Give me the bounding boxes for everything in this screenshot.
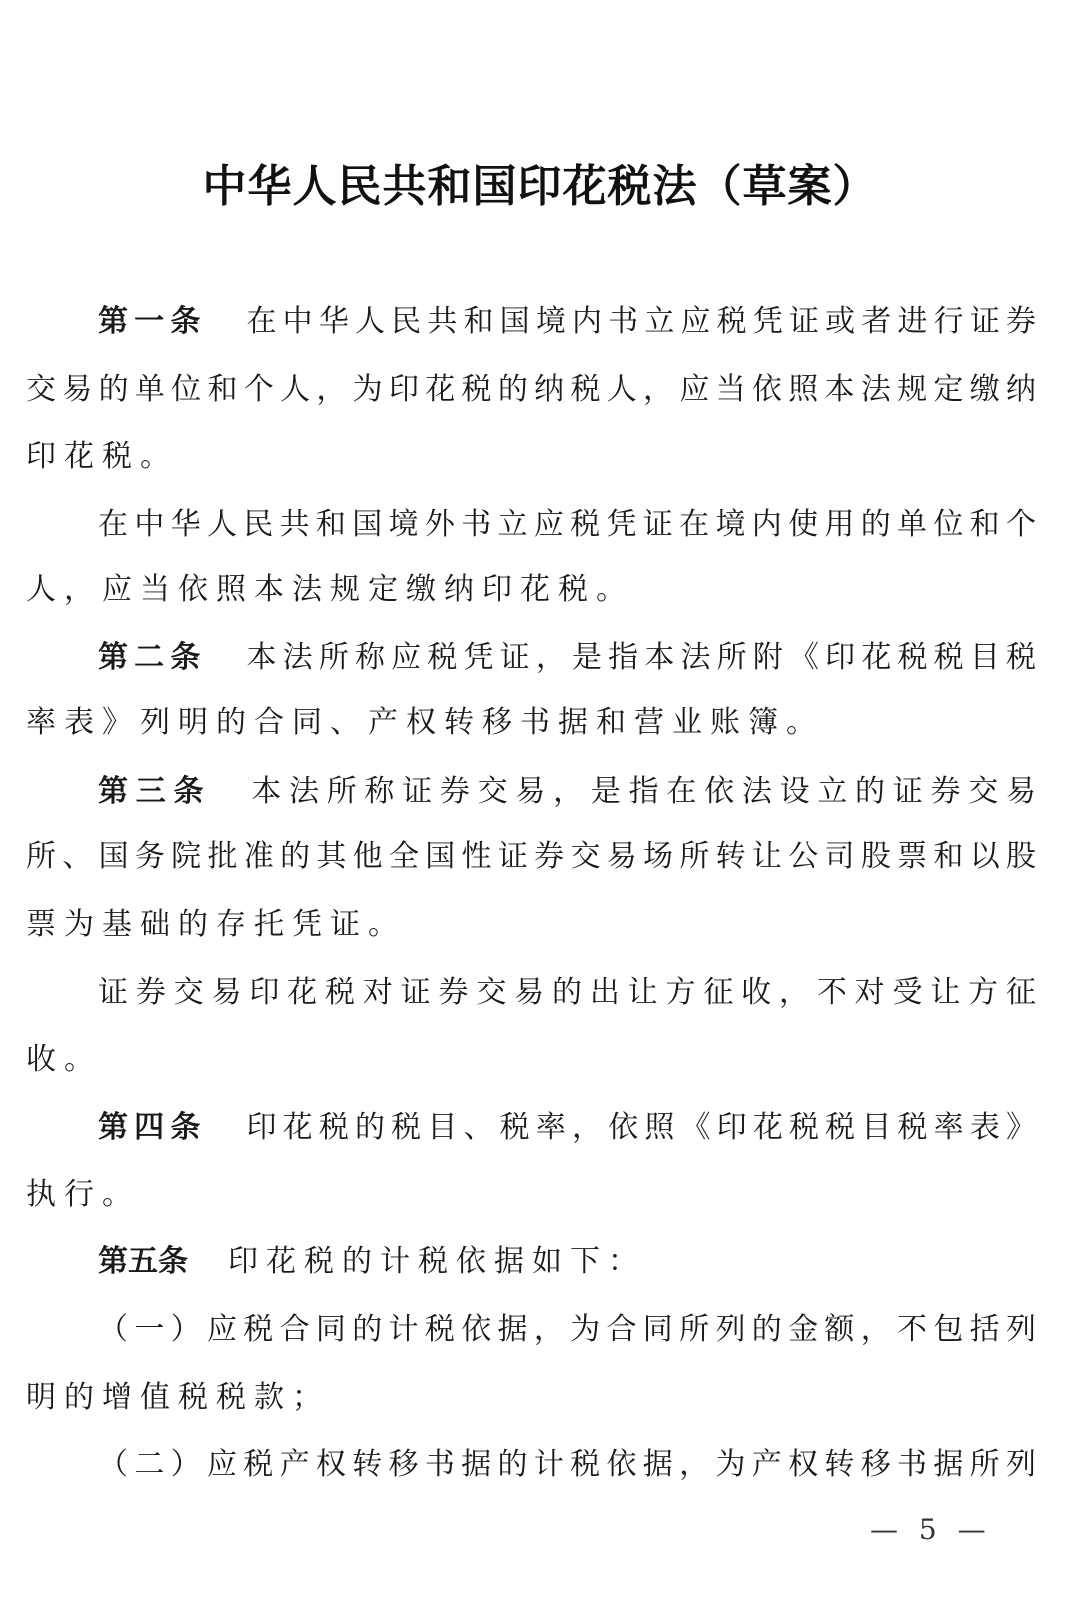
paragraph-line: 印花税。: [26, 439, 178, 474]
article-2-line-1: 第二条 本法所称应税凭证，是指本法所附《印花税税目税: [98, 640, 1036, 675]
paragraph-line: 票为基础的存托凭证。: [26, 907, 406, 942]
article-label: 第二条: [98, 640, 207, 675]
paragraph-line: 率表》列明的合同、产权转移书据和营业账簿。: [26, 705, 824, 740]
paragraph-line: 明的增值税税款；: [26, 1380, 330, 1415]
article-label: 第四条: [98, 1110, 207, 1145]
article-label: 第五条: [98, 1244, 188, 1279]
article-label: 第三条: [98, 774, 212, 809]
paragraph-line: （一）应税合同的计税依据，为合同所列的金额，不包括列: [98, 1312, 1036, 1347]
paragraph-line: （二）应税产权转移书据的计税依据，为产权转移书据所列: [98, 1447, 1036, 1482]
article-4-line-1: 第四条 印花税的税目、税率，依照《印花税税目税率表》: [98, 1110, 1036, 1145]
paragraph-line: 所、国务院批准的其他全国性证券交易场所转让公司股票和以股: [26, 839, 1036, 874]
page-number: — 5 —: [870, 1513, 992, 1546]
paragraph-line: 在中华人民共和国境外书立应税凭证在境内使用的单位和个: [98, 507, 1036, 542]
paragraph-line: 人，应当依照本法规定缴纳印花税。: [26, 572, 634, 607]
article-3-line-1: 第三条 本法所称证券交易，是指在依法设立的证券交易: [98, 774, 1037, 809]
article-5-line-1: 第五条 印花税的计税依据如下：: [98, 1244, 646, 1279]
paragraph-line: 执行。: [26, 1177, 140, 1212]
paragraph-line: 证券交易印花税对证券交易的出让方征收，不对受让方征: [98, 975, 1036, 1010]
paragraph-line: 收。: [26, 1042, 102, 1077]
document-title: 中华人民共和国印花税法（草案）: [202, 161, 878, 212]
paragraph-line: 交易的单位和个人，为印花税的纳税人，应当依照本法规定缴纳: [26, 372, 1036, 407]
article-label: 第一条: [98, 304, 207, 339]
article-1-line-1: 第一条 在中华人民共和国境内书立应税凭证或者进行证券: [98, 304, 1036, 339]
